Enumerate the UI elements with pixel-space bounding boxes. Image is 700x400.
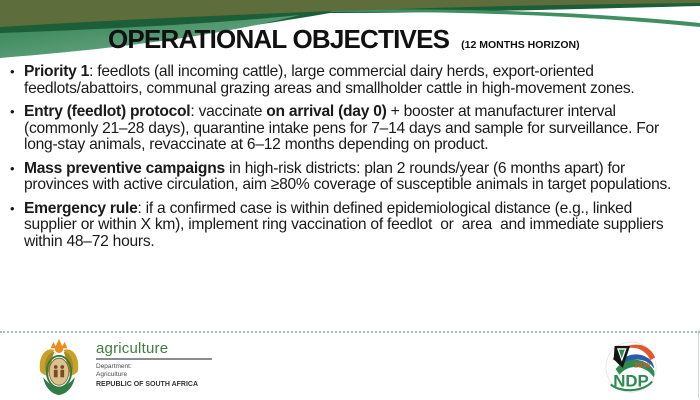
bullet-item xyxy=(10,104,688,154)
bullet-marker: • xyxy=(10,160,15,176)
agriculture-underline xyxy=(96,358,212,360)
bullet-text xyxy=(24,104,688,154)
department-line-1: Department: xyxy=(96,363,132,370)
bullet-marker: • xyxy=(10,200,15,216)
bullet-text-segment: Priority 1 xyxy=(24,63,90,80)
page-subtitle: (12 MONTHS HORIZON) xyxy=(461,39,580,51)
ndp-2030-logo-icon xyxy=(604,341,658,395)
ndp-logo-block xyxy=(604,341,658,395)
agriculture-wordmark: agriculture xyxy=(96,340,169,357)
bullet-item xyxy=(10,201,688,251)
bullet-text-segment: + booster at manufacturer interval (commonly 21–28 days), quarantine intake pens for 7–14 days and sample for surveillance. For long-stay animals, revaccinate at 6–12 months depending on product. xyxy=(24,103,663,154)
government-text-block xyxy=(96,338,212,396)
footer xyxy=(0,331,700,400)
slide-body xyxy=(10,64,688,257)
bullet-text xyxy=(24,161,688,194)
bullet-item xyxy=(10,64,688,97)
bullet-text-segment: : vaccinate xyxy=(190,103,267,121)
republic-line: REPUBLIC OF SOUTH AFRICA xyxy=(96,381,199,388)
bullet-text xyxy=(24,64,688,97)
title-row xyxy=(108,24,688,55)
footer-right-edge-line xyxy=(698,333,699,398)
bullet-text-segment: : feedlots (all incoming cattle), large commercial dairy herds, export-oriented feedlots/abattoirs, communal grazing areas and smallholder cattle in high-movement zones. xyxy=(24,63,635,97)
bullet-text-segment: in high-risk districts: plan 2 rounds/year (6 months apart) for provinces with active circulation, aim ≥80% coverage of susceptible animals in target populations. xyxy=(24,159,672,194)
bullet-text-segment: Entry (feedlot) protocol xyxy=(24,103,191,121)
bullet-text-segment: Mass preventive campaigns xyxy=(24,159,225,177)
bullet-text-segment: : if a confirmed case is within defined epidemiological distance (e.g., linked supplier or within X km), implement ring vaccination of feedlot or area and immediate suppliers within 48–72 hours. xyxy=(24,199,668,250)
bullet-list xyxy=(10,64,688,250)
ndp-acronym-label: NDP xyxy=(613,371,649,391)
bullet-item xyxy=(10,161,688,194)
coat-of-arms-icon xyxy=(32,338,86,396)
ndp-year-label: 2030 xyxy=(634,360,651,370)
bullet-marker: • xyxy=(10,64,15,79)
bullet-text-segment: Emergency rule xyxy=(24,199,138,217)
bullet-marker: • xyxy=(10,104,15,120)
government-logo-block xyxy=(32,338,212,396)
bullet-text-segment: on arrival (day 0) xyxy=(266,103,387,121)
page-title: OPERATIONAL OBJECTIVES xyxy=(108,24,450,54)
bullet-text xyxy=(24,201,688,251)
department-line-2: Agriculture xyxy=(96,371,128,378)
